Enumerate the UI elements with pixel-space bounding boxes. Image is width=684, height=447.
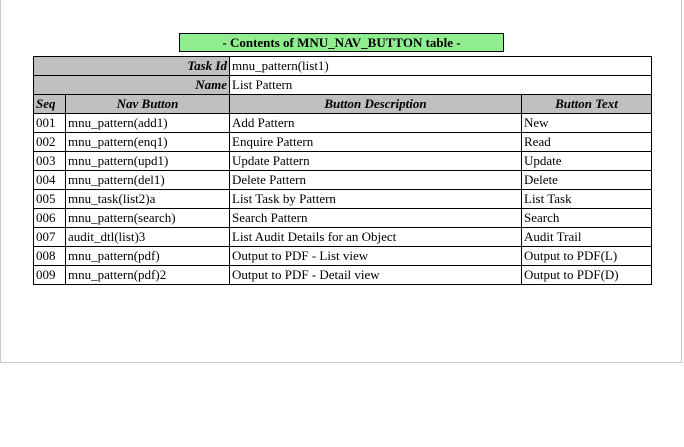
button-description-cell: Output to PDF - Detail view — [230, 266, 522, 285]
column-header-button-text: Button Text — [522, 95, 652, 114]
button-text-cell: Search — [522, 209, 652, 228]
nav-button-cell: mnu_pattern(pdf) — [66, 247, 230, 266]
name-value: List Pattern — [230, 76, 652, 95]
button-text-cell: Read — [522, 133, 652, 152]
table-row — [34, 133, 652, 152]
table-row — [34, 266, 652, 285]
nav-button-cell: mnu_pattern(upd1) — [66, 152, 230, 171]
button-text-cell: List Task — [522, 190, 652, 209]
mnu-nav-button-table — [33, 56, 652, 285]
name-row — [34, 76, 652, 95]
task-id-value: mnu_pattern(list1) — [230, 57, 652, 76]
seq-cell: 008 — [34, 247, 66, 266]
seq-cell: 009 — [34, 266, 66, 285]
seq-cell: 006 — [34, 209, 66, 228]
task-id-label: Task Id — [34, 57, 230, 76]
nav-button-cell: mnu_pattern(del1) — [66, 171, 230, 190]
button-description-cell: Enquire Pattern — [230, 133, 522, 152]
seq-cell: 004 — [34, 171, 66, 190]
seq-cell: 002 — [34, 133, 66, 152]
column-header-seq: Seq — [34, 95, 66, 114]
column-header-row — [34, 95, 652, 114]
nav-button-cell: mnu_task(list2)a — [66, 190, 230, 209]
nav-button-cell: mnu_pattern(pdf)2 — [66, 266, 230, 285]
column-header-button-description: Button Description — [230, 95, 522, 114]
button-text-cell: Audit Trail — [522, 228, 652, 247]
table-row — [34, 228, 652, 247]
name-label: Name — [34, 76, 230, 95]
seq-cell: 007 — [34, 228, 66, 247]
button-description-cell: List Audit Details for an Object — [230, 228, 522, 247]
table-row — [34, 114, 652, 133]
button-text-cell: Output to PDF(D) — [522, 266, 652, 285]
column-header-nav-button: Nav Button — [66, 95, 230, 114]
nav-button-cell: audit_dtl(list)3 — [66, 228, 230, 247]
task-id-row — [34, 57, 652, 76]
table-row — [34, 152, 652, 171]
button-description-cell: Search Pattern — [230, 209, 522, 228]
button-text-cell: Delete — [522, 171, 652, 190]
table-row — [34, 209, 652, 228]
button-description-cell: Delete Pattern — [230, 171, 522, 190]
nav-button-cell: mnu_pattern(search) — [66, 209, 230, 228]
button-description-cell: Update Pattern — [230, 152, 522, 171]
nav-button-cell: mnu_pattern(enq1) — [66, 133, 230, 152]
button-text-cell: New — [522, 114, 652, 133]
button-text-cell: Output to PDF(L) — [522, 247, 652, 266]
button-description-cell: Output to PDF - List view — [230, 247, 522, 266]
table-title: - Contents of MNU_NAV_BUTTON table - — [179, 33, 504, 52]
button-description-cell: Add Pattern — [230, 114, 522, 133]
seq-cell: 005 — [34, 190, 66, 209]
table-row — [34, 190, 652, 209]
table-row — [34, 247, 652, 266]
table-row — [34, 171, 652, 190]
nav-button-cell: mnu_pattern(add1) — [66, 114, 230, 133]
seq-cell: 003 — [34, 152, 66, 171]
seq-cell: 001 — [34, 114, 66, 133]
button-text-cell: Update — [522, 152, 652, 171]
button-description-cell: List Task by Pattern — [230, 190, 522, 209]
